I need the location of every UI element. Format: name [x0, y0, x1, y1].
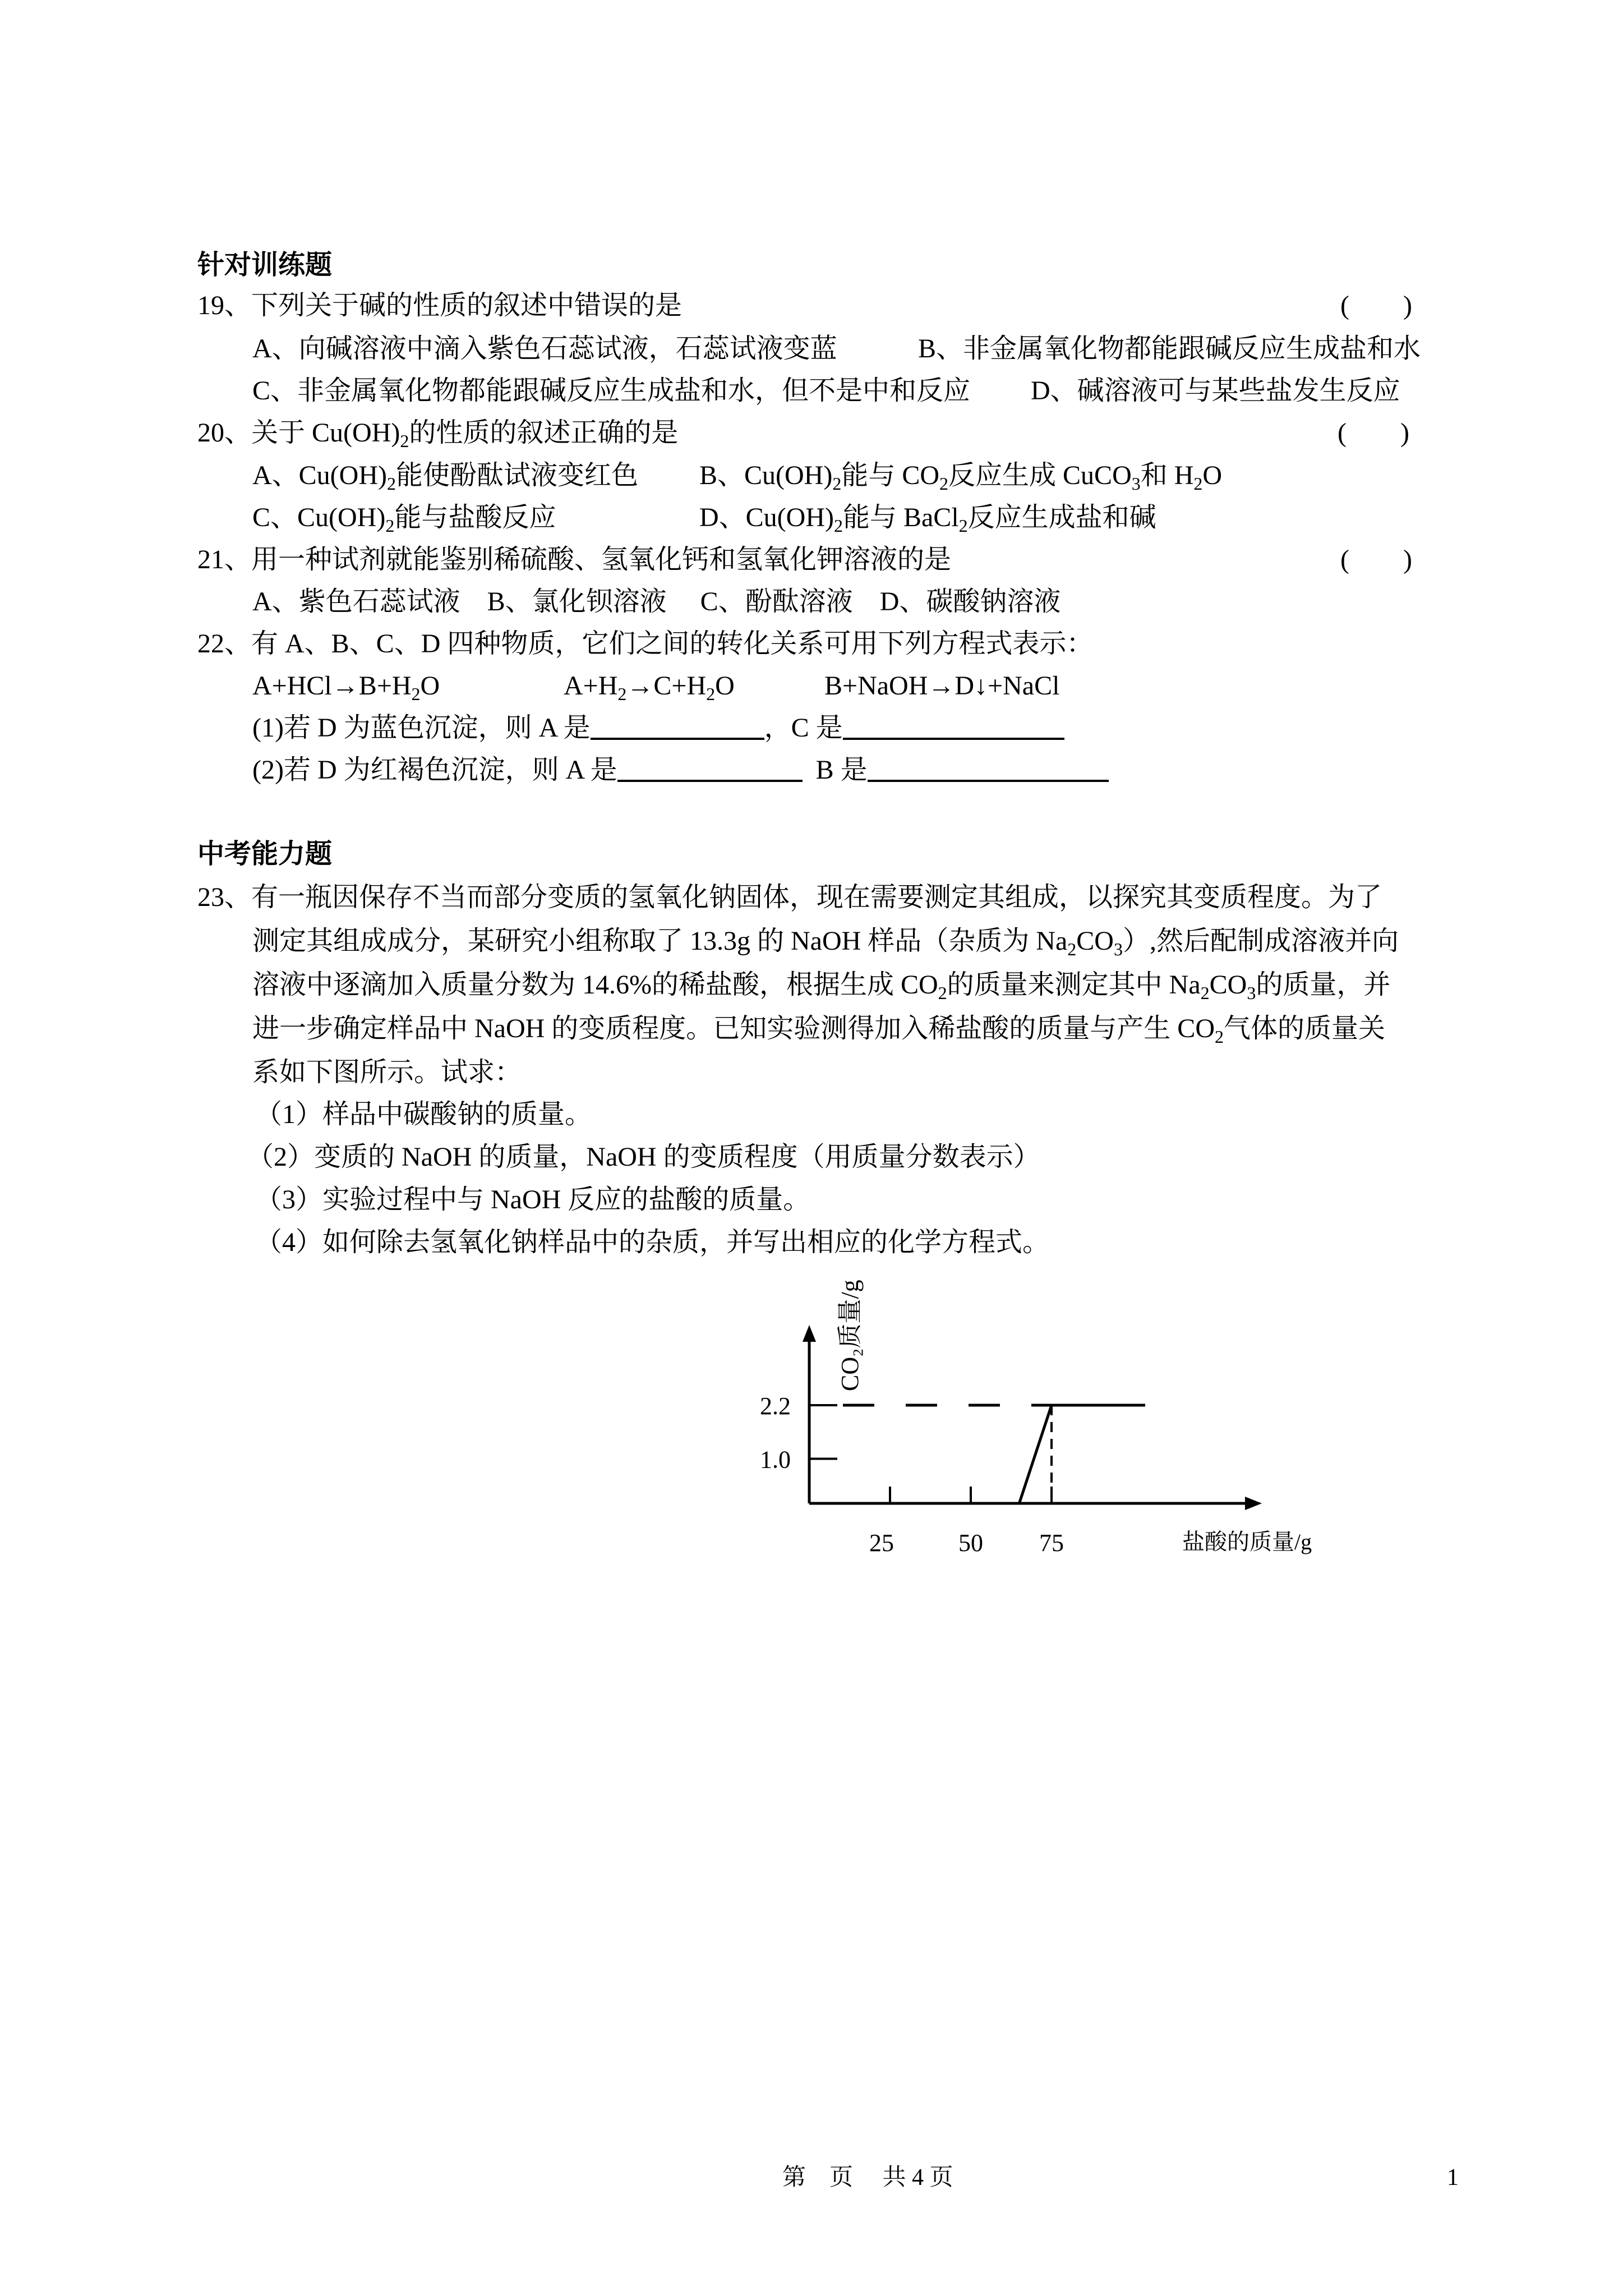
question-19-option-a: A、向碱溶液中滴入紫色石蕊试液，石蕊试液变蓝	[252, 334, 837, 364]
question-22-part-2: (2)若 D 为红褐色沉淀，则 A 是 B 是	[252, 753, 1109, 787]
question-22-part-1: (1)若 D 为蓝色沉淀，则 A 是 ，C 是	[252, 711, 1064, 745]
x-tick-label-50: 50	[958, 1529, 983, 1557]
question-22-equation-1: $A+HCl\to B+H_2O$	[252, 671, 440, 704]
question-19-option-b: B、非金属氧化物都能跟碱反应生成盐和水	[918, 334, 1421, 364]
question-19-option-c: C、非金属氧化物都能跟碱反应生成盐和水，但不是中和反应	[252, 376, 971, 406]
question-20-option-c: C、$Cu(OH)_2$能与盐酸反应	[252, 503, 556, 536]
question-19-option-d: D、碱溶液可与某些盐发生反应	[1031, 376, 1400, 406]
question-23-line-1: 23、有一瓶因保存不当而部分变质的氢氧化钠固体，现在需要测定其组成，以探究其变质程度。为了	[197, 882, 1382, 912]
x-axis-label: 盐酸的质量/g	[1182, 1529, 1312, 1554]
question-23-line-4: 进一步确定样品中 NaOH 的变质程度。已知实验测得加入稀盐酸的质量与产生 $CO_2$气体的质量关	[252, 1014, 1385, 1047]
question-20-option-d: D、$Cu(OH)_2$能与 BaCl$_2$反应生成盐和碱	[699, 503, 1156, 536]
question-22-equation-3: B+NaOH→D↓+NaCl	[824, 671, 1060, 701]
section-title-exam: 中考能力题	[197, 839, 333, 869]
question-20-option-b: B、$Cu(OH)_2$能与 $CO_2$反应生成 CuCO$_3$和 $H_2O$	[699, 461, 1223, 494]
question-23-line-3: 溶液中逐滴加入质量分数为 14.6%的稀盐酸，根据生成 $CO_2$的质量来测定其中 $Na_2CO_3$的质量，并	[252, 970, 1391, 1003]
question-20-option-a: A、$Cu(OH)_2$能使酚酞试液变红色	[252, 461, 638, 494]
y-axis-label: CO₂质量/g	[836, 1280, 864, 1391]
question-20-stem: 20、关于 $Cu(OH)_2$的性质的叙述正确的是	[197, 418, 679, 451]
question-21-options: A、紫色石蕊试液 B、氯化钡溶液 C、酚酞溶液 D、碳酸钠溶液	[252, 587, 1061, 616]
question-22-stem: 22、有 A、B、C、D 四种物质，它们之间的转化关系可用下列方程式表示：	[197, 629, 1094, 659]
question-23-line-2: 测定其组成成分，某研究小组称取了 13.3g 的 NaOH 样品（杂质为 $Na_2CO_3$）,然后配制成溶液并向	[252, 926, 1399, 959]
section-title-training: 针对训练题	[197, 250, 333, 280]
footer-page-text: 第 页 共 4 页	[782, 2165, 953, 2191]
question-20-answer-paren: ( )	[1338, 418, 1409, 448]
y-tick-label-1.0: 1.0	[760, 1446, 791, 1474]
x-axis-arrow	[1245, 1497, 1262, 1510]
question-23-part-3: （3）实验过程中与 NaOH 反应的盐酸的质量。	[255, 1185, 810, 1214]
question-21-stem: 21、用一种试剂就能鉴别稀硫酸、氢氧化钙和氢氧化钾溶液的是	[197, 545, 952, 574]
question-23-part-4: （4）如何除去氢氧化钠样品中的杂质，并写出相应的化学方程式。	[255, 1227, 1050, 1257]
x-tick-label-75: 75	[1039, 1529, 1064, 1557]
question-23-part-1: （1）样品中碳酸钠的质量。	[255, 1099, 592, 1129]
footer-page-number: 1	[1447, 2165, 1459, 2191]
question-19-stem: 19、下列关于碱的性质的叙述中错误的是	[197, 291, 683, 320]
question-23-part-2: （2）变质的 NaOH 的质量，NaOH 的变质程度（用质量分数表示）	[247, 1142, 1040, 1172]
question-22-equation-2: $A+H_2\to C+H_2O$	[564, 671, 735, 704]
x-tick-label-25: 25	[869, 1529, 894, 1557]
question-19-answer-paren: ( )	[1340, 291, 1412, 320]
y-tick-label-2.2: 2.2	[760, 1392, 791, 1420]
question-23-line-5: 系如下图所示。试求：	[252, 1057, 522, 1087]
series-line	[809, 1405, 1145, 1503]
question-21-answer-paren: ( )	[1340, 545, 1412, 574]
y-axis-arrow	[803, 1325, 816, 1342]
